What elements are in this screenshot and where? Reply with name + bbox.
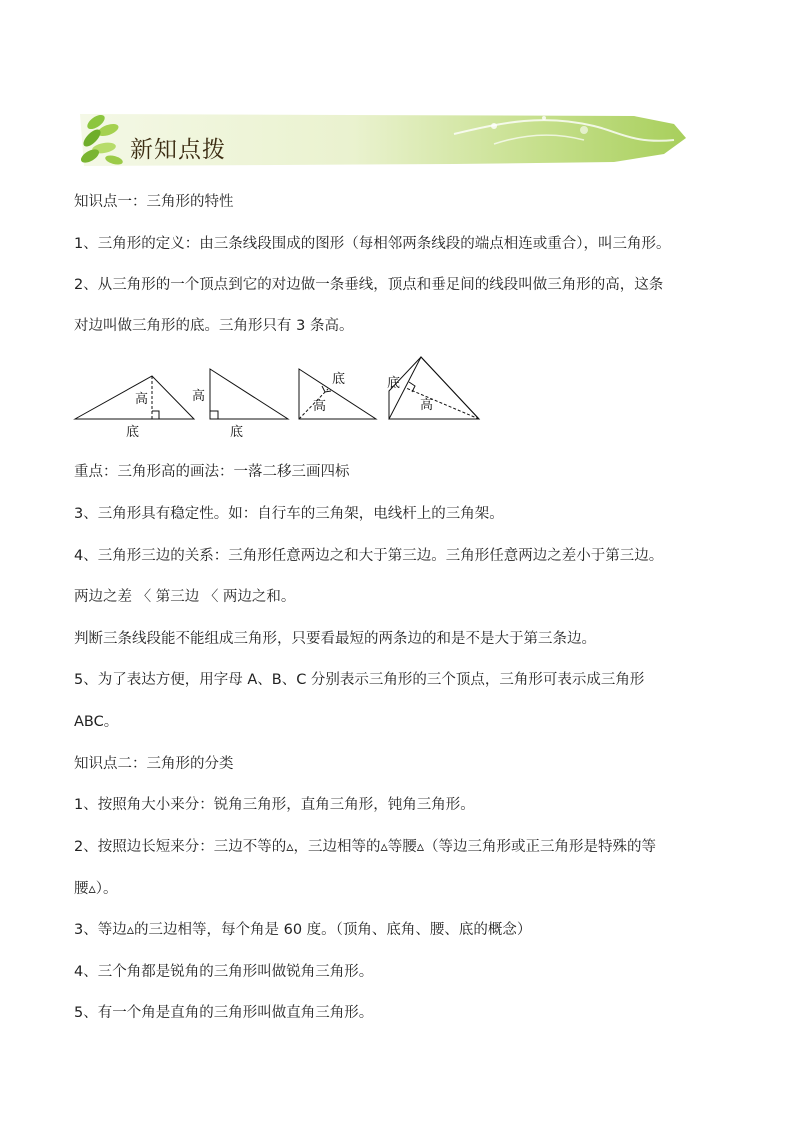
paragraph: 2、从三角形的一个顶点到它的对边做一条垂线，顶点和垂足间的线段叫做三角形的高，这条 <box>74 277 664 293</box>
label-base: 底 <box>387 376 401 391</box>
paragraph: 5、为了表达方便，用字母 A、B、C 分别表示三角形的三个顶点，三角形可表示成三角形 <box>74 672 645 688</box>
section-title: 新知点拨 <box>130 137 226 163</box>
paragraph: 4、三角形三边的关系：三角形任意两边之和大于第三边。三角形任意两边之差小于第三边。 <box>74 548 664 564</box>
paragraph: 腰▵）。 <box>74 881 118 897</box>
triangle-height-diagrams <box>70 350 490 445</box>
paragraph: 对边叫做三角形的底。三角形只有 3 条高。 <box>74 318 354 334</box>
paragraph: 1、三角形的定义：由三条线段围成的图形（每相邻两条线段的端点相连或重合），叫三角形。 <box>74 236 671 252</box>
paragraph: ABC。 <box>74 714 119 730</box>
paragraph: 1、按照角大小来分：锐角三角形，直角三角形，钝角三角形。 <box>74 797 475 813</box>
paragraph: 判断三条线段能不能组成三角形，只要看最短的两条边的和是不是大于第三条边。 <box>74 631 596 647</box>
paragraph: 3、三角形具有稳定性。如：自行车的三角架，电线杆上的三角架。 <box>74 506 504 522</box>
label-base: 底 <box>126 425 140 440</box>
knowledge-point-2-heading: 知识点二：三角形的分类 <box>74 756 234 772</box>
paragraph: 两边之差 〈 第三边 〈 两边之和。 <box>74 589 296 605</box>
label-base: 底 <box>332 372 346 387</box>
knowledge-point-1-heading: 知识点一：三角形的特性 <box>74 194 234 210</box>
label-height: 高 <box>313 399 327 414</box>
paragraph: 5、有一个角是直角的三角形叫做直角三角形。 <box>74 1005 374 1021</box>
paragraph: 4、三个角都是锐角的三角形叫做锐角三角形。 <box>74 964 374 980</box>
label-height: 高 <box>420 398 434 413</box>
paragraph: 2、按照边长短来分：三边不等的▵，三边相等的▵等腰▵（等边三角形或正三角形是特殊的等 <box>74 839 657 855</box>
label-height: 高 <box>135 392 149 407</box>
key-point: 重点：三角形高的画法：一落二移三画四标 <box>74 464 350 480</box>
paragraph: 3、等边▵的三边相等，每个角是 60 度。（顶角、底角、腰、底的概念） <box>74 922 532 938</box>
label-base: 底 <box>230 425 244 440</box>
label-height: 高 <box>192 389 206 404</box>
